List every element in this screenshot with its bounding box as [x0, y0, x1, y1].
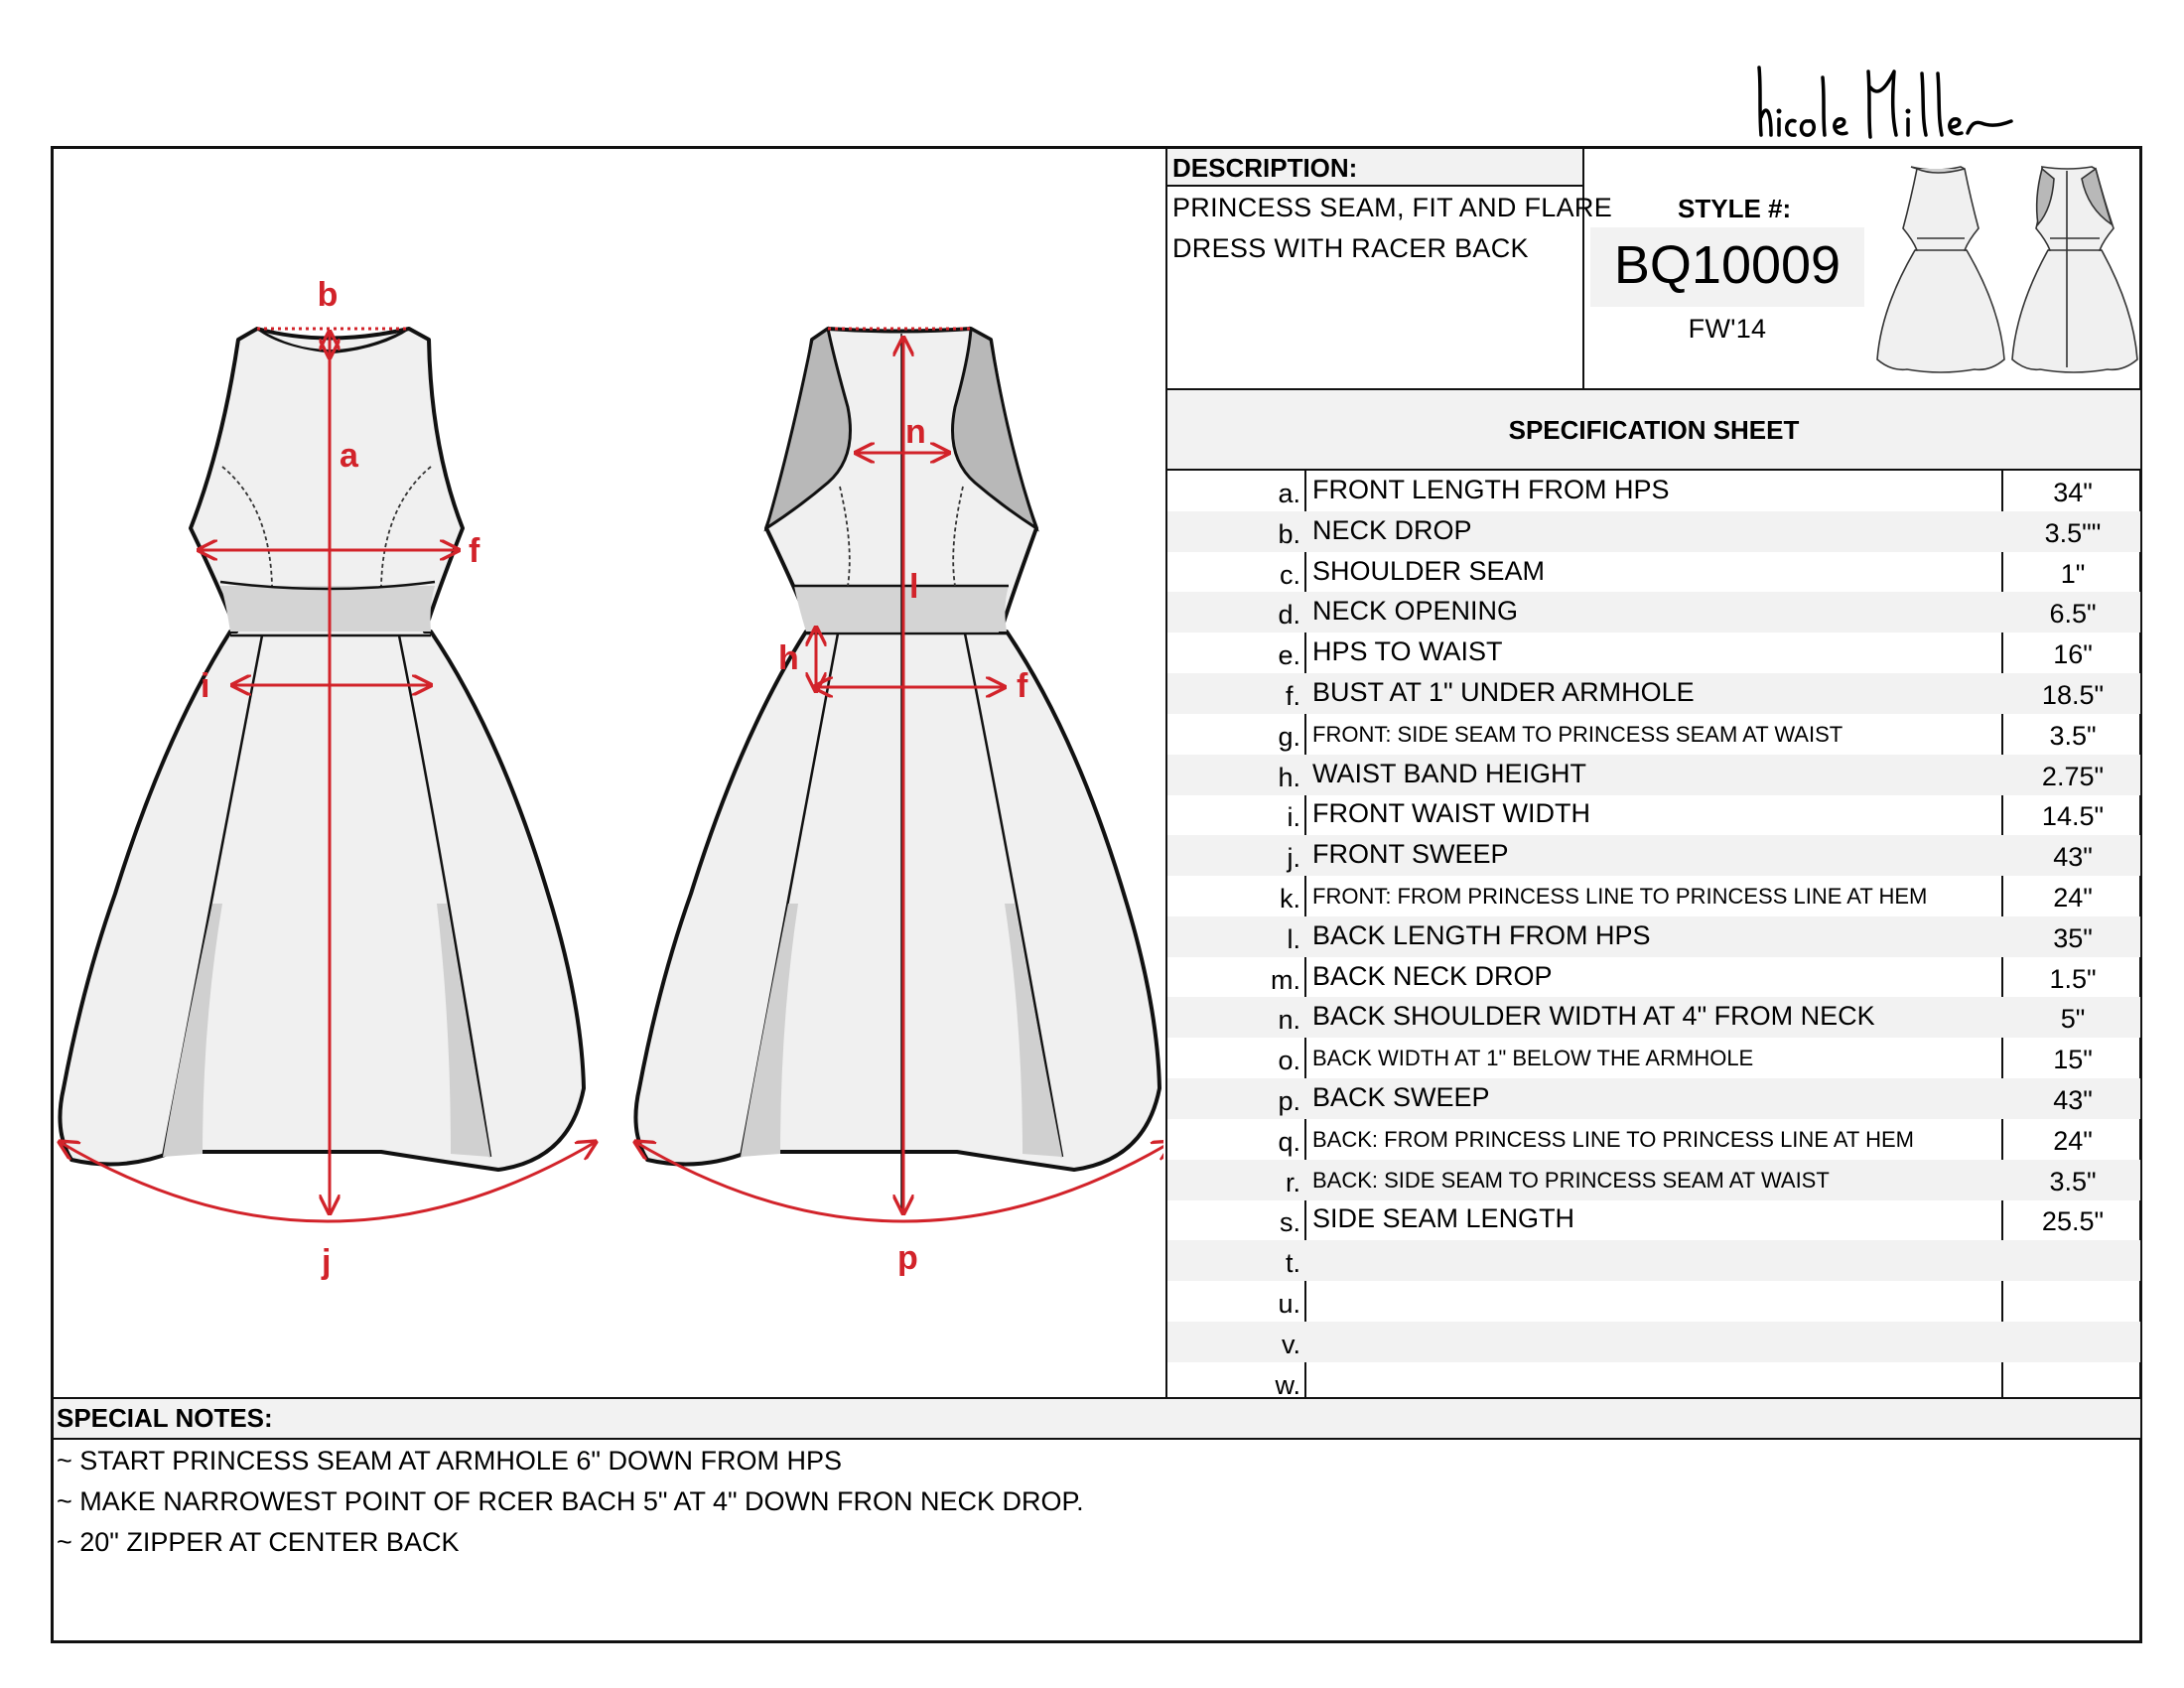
spec-description: BACK SWEEP	[1312, 1082, 1490, 1112]
spec-letter: t.	[1285, 1248, 1300, 1278]
spec-sheet-title: SPECIFICATION SHEET	[1508, 415, 1800, 445]
description-header: DESCRIPTION:	[1172, 153, 1358, 183]
spec-letter: f.	[1285, 681, 1300, 711]
back-label-l: l	[909, 568, 919, 606]
spec-letter: n.	[1278, 1005, 1300, 1035]
spec-row	[1167, 1281, 2140, 1322]
special-note-1: ~ START PRINCESS SEAM AT ARMHOLE 6" DOWN FROM HPS	[57, 1446, 842, 1476]
spec-letter: q.	[1278, 1127, 1300, 1157]
spec-description: BACK LENGTH FROM HPS	[1312, 920, 1651, 950]
spec-value: 16"	[2053, 639, 2093, 669]
spec-row	[1167, 1240, 2140, 1281]
spec-row	[1167, 1362, 2140, 1403]
spec-value: 3.5"	[2049, 1167, 2097, 1196]
spec-letter: u.	[1278, 1289, 1300, 1319]
thumbnail-sketches	[1871, 159, 2139, 385]
front-view-sketch	[60, 329, 584, 1170]
special-notes-header: SPECIAL NOTES:	[57, 1403, 273, 1433]
spec-value: 25.5"	[2041, 1206, 2105, 1236]
spec-description: BACK SHOULDER WIDTH AT 4" FROM NECK	[1312, 1001, 1875, 1031]
spec-letter: r.	[1285, 1168, 1300, 1197]
description-header-rule	[1166, 185, 1583, 187]
spec-description: FRONT WAIST WIDTH	[1312, 798, 1590, 828]
dress-sketch-graphic	[54, 149, 1163, 1395]
technical-sketch-panel	[54, 149, 1163, 1395]
spec-letter: a.	[1278, 479, 1300, 508]
special-note-2: ~ MAKE NARROWEST POINT OF RCER BACH 5" AT 4" DOWN FRON NECK DROP.	[57, 1486, 1084, 1516]
dress-thumbnails-graphic	[1871, 159, 2139, 385]
description-line-1: PRINCESS SEAM, FIT AND FLARE	[1172, 193, 1612, 222]
spec-letter: v.	[1282, 1330, 1300, 1359]
spec-description: BUST AT 1" UNDER ARMHOLE	[1312, 677, 1695, 707]
spec-letter: i.	[1287, 802, 1300, 832]
back-view-sketch	[635, 329, 1160, 1211]
spec-value: 15"	[2053, 1045, 2093, 1074]
spec-value: 1.5"	[2049, 964, 2097, 994]
spec-value: 5"	[2060, 1004, 2086, 1034]
spec-letter: k.	[1279, 884, 1300, 914]
spec-value: 24"	[2053, 883, 2093, 913]
front-label-j: j	[322, 1243, 332, 1281]
spec-description: FRONT: SIDE SEAM TO PRINCESS SEAM AT WAIST	[1312, 722, 1843, 747]
spec-description: FRONT: FROM PRINCESS LINE TO PRINCESS LINE AT HEM	[1312, 884, 1928, 909]
brand-logo	[1747, 58, 2015, 147]
spec-description: FRONT LENGTH FROM HPS	[1312, 475, 1670, 504]
back-label-n: n	[905, 413, 926, 451]
description-line-2: DRESS WITH RACER BACK	[1172, 233, 1529, 263]
spec-value: 35"	[2053, 923, 2093, 953]
spec-value: 43"	[2053, 1085, 2093, 1115]
spec-value: 34"	[2053, 478, 2093, 507]
spec-letter: c.	[1279, 560, 1300, 590]
spec-letter: m.	[1271, 965, 1300, 995]
spec-letter: d.	[1278, 600, 1300, 630]
special-note-3: ~ 20" ZIPPER AT CENTER BACK	[57, 1527, 460, 1557]
spec-description: BACK NECK DROP	[1312, 961, 1553, 991]
back-label-h: h	[778, 639, 799, 677]
back-label-p: p	[897, 1239, 918, 1277]
spec-letter: g.	[1278, 722, 1300, 752]
notes-header-bg	[54, 1399, 2140, 1438]
spec-letter: o.	[1278, 1046, 1300, 1075]
spec-letter: e.	[1278, 640, 1300, 670]
spec-value: 2.75"	[2041, 762, 2105, 791]
spec-value: 24"	[2053, 1126, 2093, 1156]
front-label-i: i	[201, 667, 210, 705]
spec-letter: j.	[1287, 843, 1300, 873]
spec-value: 14.5"	[2041, 801, 2105, 831]
spec-letter: h.	[1278, 763, 1300, 792]
spec-value: 1"	[2060, 559, 2086, 589]
spec-description: NECK DROP	[1312, 515, 1472, 545]
spec-description: WAIST BAND HEIGHT	[1312, 759, 1587, 788]
style-number: BQ10009	[1613, 235, 1842, 295]
signature-logo-graphic	[1747, 58, 2015, 147]
spec-description: HPS TO WAIST	[1312, 636, 1503, 666]
spec-description: SHOULDER SEAM	[1312, 556, 1546, 586]
spec-description: NECK OPENING	[1312, 596, 1519, 626]
spec-letter: b.	[1278, 519, 1300, 549]
spec-description: BACK: SIDE SEAM TO PRINCESS SEAM AT WAIST	[1312, 1168, 1830, 1193]
spec-letter: p.	[1278, 1086, 1300, 1116]
spec-letter: s.	[1279, 1207, 1300, 1237]
spec-description: FRONT SWEEP	[1312, 839, 1509, 869]
style-label: STYLE #:	[1678, 194, 1792, 223]
spec-description: BACK: FROM PRINCESS LINE TO PRINCESS LINE AT HEM	[1312, 1127, 1914, 1152]
spec-value: 18.5"	[2041, 680, 2105, 710]
description-style-divider	[1582, 147, 1584, 389]
spec-value: 6.5"	[2049, 599, 2097, 629]
spec-letter: w.	[1275, 1370, 1300, 1400]
front-label-b: b	[317, 276, 339, 314]
spec-value: 43"	[2053, 842, 2093, 872]
season: FW'14	[1688, 314, 1767, 344]
front-label-f: f	[469, 532, 480, 570]
spec-description: BACK WIDTH AT 1" BELOW THE ARMHOLE	[1312, 1046, 1754, 1070]
spec-value: 3.5"	[2049, 721, 2097, 751]
spec-value: 3.5""	[2044, 518, 2102, 548]
notes-header-rule	[52, 1438, 2141, 1440]
spec-description: SIDE SEAM LENGTH	[1312, 1203, 1575, 1233]
spec-letter: l.	[1287, 924, 1300, 954]
back-label-f: f	[1017, 667, 1028, 705]
spec-row	[1167, 1322, 2140, 1362]
front-label-a: a	[340, 437, 358, 475]
